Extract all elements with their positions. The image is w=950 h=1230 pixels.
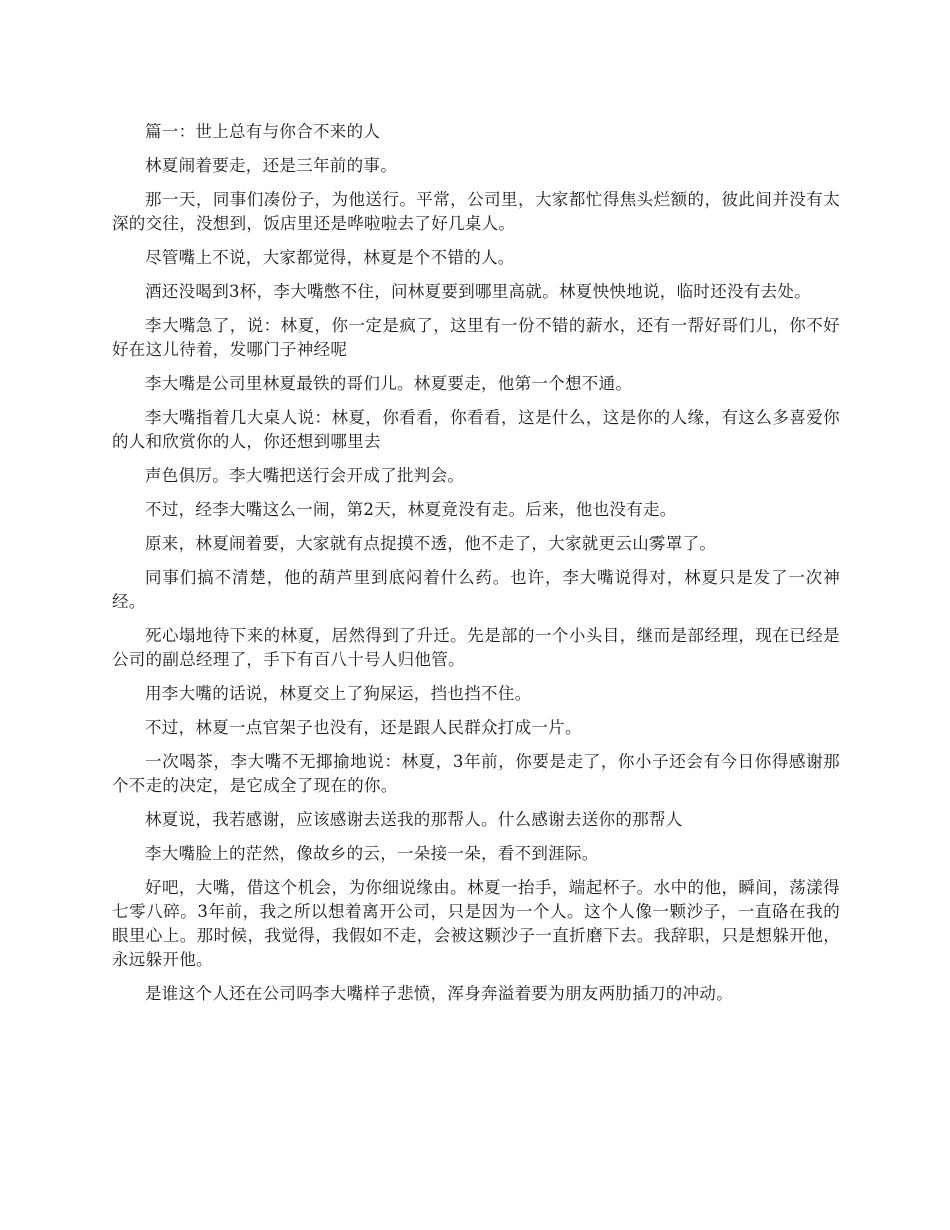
paragraph: 尽管嘴上不说，大家都觉得，林夏是个不错的人。 xyxy=(145,248,515,267)
paragraph: 是谁这个人还在公司吗李大嘴样子悲愤，浑身奔溢着要为朋友两肋插刀的冲动。 xyxy=(145,984,733,1003)
paragraph: 不过，经李大嘴这么一闹，第2天，林夏竟没有走。后来，他也没有走。 xyxy=(145,500,677,519)
paragraph: 李大嘴脸上的茫然，像故乡的云，一朵接一朵，看不到涯际。 xyxy=(145,844,599,863)
paragraph: 那一天，同事们凑份子，为他送行。平常，公司里，大家都忙得焦头烂额的，彼此间并没有太深的交往，没想到，饭店里还是哗啦啦去了好几桌人。 xyxy=(112,190,840,233)
paragraph: 李大嘴指着几大桌人说：林夏，你看看，你看看，这是什么，这是你的人缘，有这么多喜爱你的人和欣赏你的人，你还想到哪里去 xyxy=(112,408,840,451)
document-body xyxy=(112,120,840,1016)
paragraph: 林夏说，我若感谢，应该感谢去送我的那帮人。什么感谢去送你的那帮人 xyxy=(145,810,683,829)
paragraph: 不过，林夏一点官架子也没有，还是跟人民群众打成一片。 xyxy=(145,718,582,737)
paragraph: 原来，林夏闹着要，大家就有点捉摸不透，他不走了，大家就更云山雾罩了。 xyxy=(145,534,717,553)
paragraph: 声色俱厉。李大嘴把送行会开成了批判会。 xyxy=(145,466,465,485)
paragraph: 李大嘴是公司里林夏最铁的哥们儿。林夏要走，他第一个想不通。 xyxy=(145,374,633,393)
paragraph: 李大嘴急了，说：林夏，你一定是疯了，这里有一份不错的薪水，还有一帮好哥们儿，你不好好在这儿待着，发哪门子神经呢 xyxy=(112,316,840,359)
paragraph: 酒还没喝到3杯，李大嘴憋不住，问林夏要到哪里高就。林夏怏怏地说，临时还没有去处。 xyxy=(145,282,811,301)
paragraph: 死心塌地待下来的林夏，居然得到了升迁。先是部的一个小头目，继而是部经理，现在已经是公司的副总经理了，手下有百八十号人归他管。 xyxy=(112,626,840,669)
document-title: 篇一：世上总有与你合不来的人 xyxy=(145,122,381,141)
paragraph: 一次喝茶，李大嘴不无揶揄地说：林夏，3年前，你要是走了，你小子还会有今日你得感谢那个不走的决定，是它成全了现在的你。 xyxy=(112,752,840,795)
paragraph: 林夏闹着要走，还是三年前的事。 xyxy=(145,156,397,175)
paragraph: 同事们搞不清楚，他的葫芦里到底闷着什么药。也许，李大嘴说得对，林夏只是发了一次神经。 xyxy=(112,568,840,611)
paragraph: 好吧，大嘴，借这个机会，为你细说缘由。林夏一抬手，端起杯子。水中的他，瞬间，荡漾得七零八碎。3年前，我之所以想着离开公司，只是因为一个人。这个人像一颗沙子，一直硌在我的眼里心上。那时候，我觉得，我假如不走，会被这颗沙子一直折磨下去。我辞职，只是想躲开他，永远躲开他。 xyxy=(112,878,840,969)
paragraph: 用李大嘴的话说，林夏交上了狗屎运，挡也挡不住。 xyxy=(145,684,532,703)
